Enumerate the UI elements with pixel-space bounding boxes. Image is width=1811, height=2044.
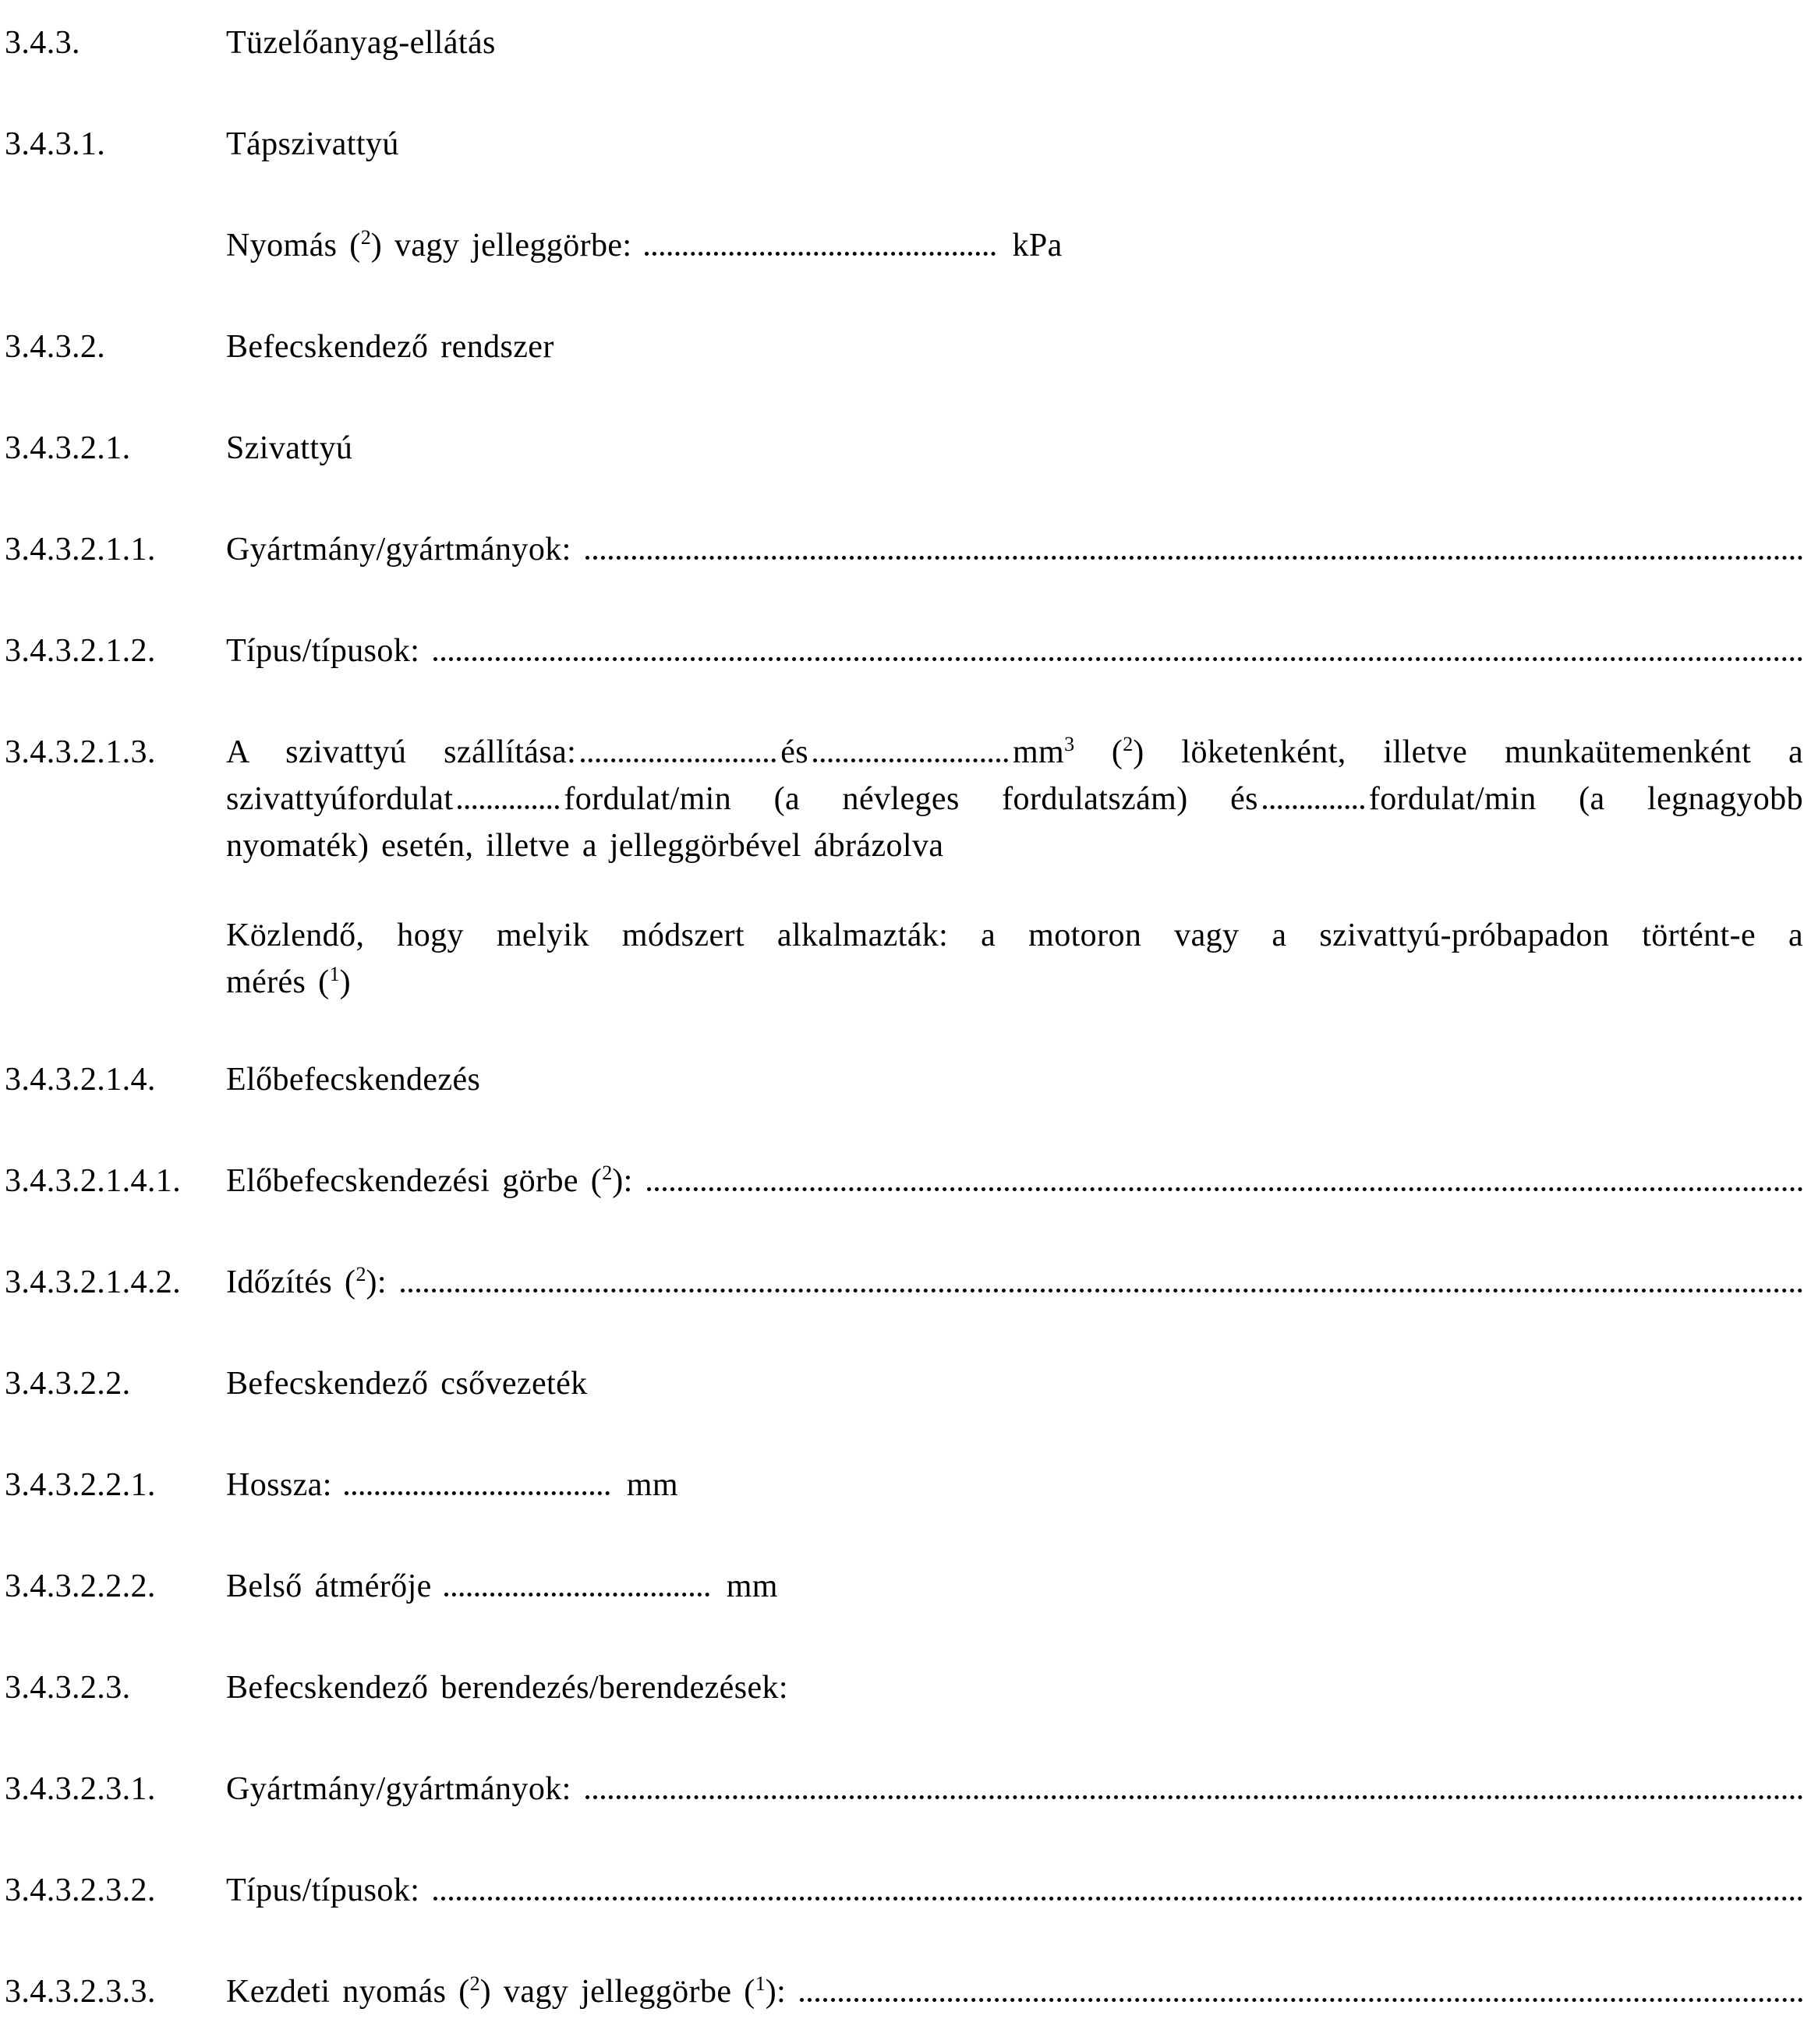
dotted-line	[585, 1794, 1803, 1799]
paragraph-line: nyomaték) esetén, illetve a jelleggörbével ábrázolva	[226, 828, 944, 864]
section-number: 3.4.3.2.2.	[5, 1366, 131, 1402]
section-number: 3.4.3.2.1.1.	[5, 532, 156, 568]
dotted-line	[585, 554, 1803, 560]
superscript-footnote-ref: 2	[469, 1972, 480, 1995]
superscript-footnote-ref: 2	[1123, 733, 1134, 755]
section-number: 3.4.3.2.1.	[5, 430, 131, 466]
paragraph-line: A szivattyú szállítása: és $mm^3$ ($^2$) löketenként, illetve munkaütemenként a	[226, 733, 1803, 770]
section-number: 3.4.3.1.	[5, 126, 106, 162]
section-title: Tüzelőanyag-ellátás	[226, 25, 496, 61]
dotted-line	[444, 1591, 709, 1597]
piping-diameter-field-row	[0, 1563, 1811, 1610]
field-label: Nyomás ($^2$) vagy jelleggörbe:	[226, 226, 632, 263]
section-number: 3.4.3.2.1.3.	[5, 734, 156, 770]
dotted-line	[401, 1287, 1803, 1293]
section-number: 3.4.3.2.3.3.	[5, 1974, 156, 2010]
dotted-line	[433, 656, 1803, 661]
dotted-line	[345, 1490, 610, 1495]
section-3-4-3-2-row	[0, 324, 1811, 370]
section-number: 3.4.3.2.2.2.	[5, 1568, 156, 1604]
section-title: Befecskendező berendezés/berendezések:	[226, 1670, 788, 1706]
field-label: Gyártmány/gyártmányok:	[226, 1771, 571, 1807]
measurement-method-note-row	[0, 912, 1811, 1006]
field-label: Hossza:	[226, 1467, 332, 1503]
section-title: Előbefecskendezés	[226, 1062, 481, 1098]
section-title: Szivattyú	[226, 430, 353, 466]
superscript-exponent: 3	[1064, 733, 1075, 755]
field-label: Kezdeti nyomás ($^2$) vagy jelleggörbe ($^1$):	[226, 1972, 787, 2010]
section-number: 3.4.3.2.3.1.	[5, 1771, 156, 1807]
superscript-footnote-ref: 2	[602, 1162, 613, 1184]
superscript-footnote-ref: 1	[329, 963, 340, 985]
dotted-line	[645, 250, 996, 256]
injector-make-field-row	[0, 1766, 1811, 1812]
opening-pressure-field-row	[0, 1968, 1811, 2015]
section-number: 3.4.3.2.3.2.	[5, 1872, 156, 1908]
section-number: 3.4.3.2.3.	[5, 1670, 131, 1706]
injector-type-field-row	[0, 1867, 1811, 1914]
superscript-footnote-ref: 2	[355, 1263, 366, 1285]
section-3-4-3-2-1-row	[0, 425, 1811, 472]
section-3-4-3-2-3-row	[0, 1664, 1811, 1711]
section-number: 3.4.3.2.2.1.	[5, 1467, 156, 1503]
superscript-footnote-ref: 2	[360, 226, 371, 249]
section-title: Befecskendező csővezeték	[226, 1366, 588, 1402]
section-number: 3.4.3.2.1.4.	[5, 1062, 156, 1098]
field-label: Típus/típusok:	[226, 1872, 420, 1908]
section-number: 3.4.3.2.1.4.2.	[5, 1264, 182, 1300]
field-label: Időzítés ($^2$):	[226, 1263, 387, 1300]
section-3-4-3-1-row	[0, 121, 1811, 168]
section-3-4-3-row	[0, 19, 1811, 66]
section-title: Befecskendező rendszer	[226, 329, 554, 365]
unit-label: mm	[726, 1568, 778, 1604]
unit-label: kPa	[1012, 228, 1063, 263]
dotted-line	[458, 804, 559, 809]
piping-length-field-row	[0, 1462, 1811, 1508]
dotted-line	[1263, 804, 1364, 809]
dotted-line	[813, 757, 1008, 762]
field-label: Gyártmány/gyártmányok:	[226, 532, 571, 568]
superscript-footnote-ref: 1	[755, 1972, 766, 1995]
dotted-line	[581, 757, 776, 762]
pump-type-field-row	[0, 628, 1811, 674]
section-3-4-3-2-2-row	[0, 1360, 1811, 1407]
dotted-line	[433, 1895, 1803, 1901]
paragraph-line: szivattyúfordulat fordulat/min (a névleges fordulatszám) és fordulat/min (a legnagyobb	[226, 781, 1803, 817]
field-label: Típus/típusok:	[226, 633, 420, 669]
field-label: Előbefecskendezési görbe ($^2$):	[226, 1162, 633, 1199]
section-number: 3.4.3.2.1.4.1.	[5, 1163, 182, 1199]
section-3-4-3-2-1-4-row	[0, 1056, 1811, 1103]
section-number: 3.4.3.2.1.2.	[5, 633, 156, 669]
advance-curve-field-row	[0, 1158, 1811, 1204]
pressure-field-row	[0, 222, 1811, 269]
timing-field-row	[0, 1259, 1811, 1306]
section-title: Tápszivattyú	[226, 126, 399, 162]
dotted-line	[800, 1996, 1803, 2002]
paragraph-line: mérés ($^1$)	[226, 963, 351, 1000]
section-number: 3.4.3.2.	[5, 329, 106, 365]
dotted-line	[647, 1186, 1803, 1191]
pump-make-field-row	[0, 526, 1811, 573]
field-label: Belső átmérője	[226, 1568, 432, 1604]
section-number: 3.4.3.	[5, 25, 80, 61]
pump-delivery-paragraph-row	[0, 729, 1811, 869]
paragraph-line: Közlendő, hogy melyik módszert alkalmazták: a motoron vagy a szivattyú-próbapadon történt-e a	[226, 918, 1803, 953]
unit-label: mm	[626, 1467, 678, 1503]
